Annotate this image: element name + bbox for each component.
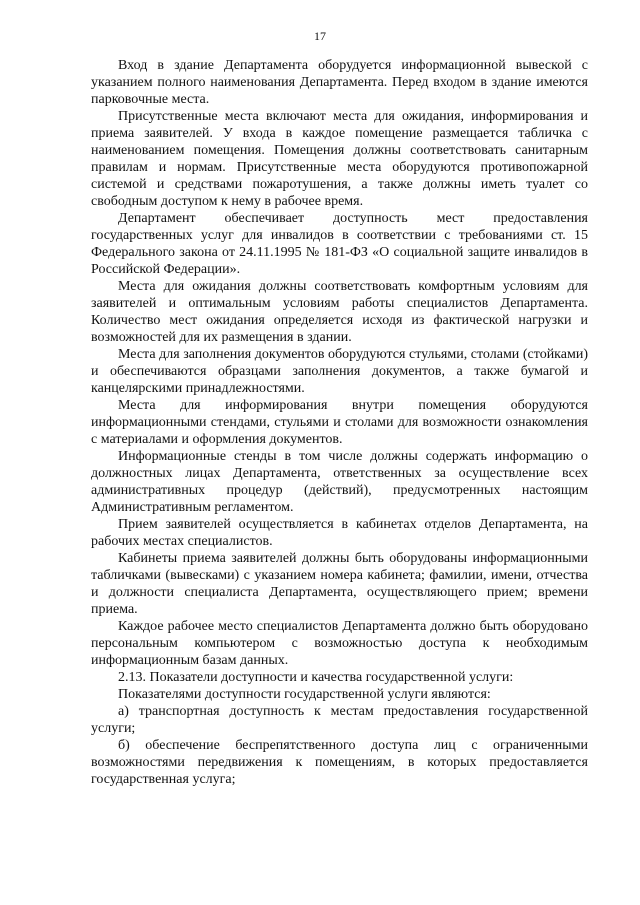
list-item-b: б) обеспечение беспрепятственного доступа лиц с ограниченными возможностями передвижения к помещениям, в которых предоставляется государственная услуга; (91, 738, 588, 787)
paragraph-waiting-places: Места для ожидания должны соответствовать комфортным условиям для заявителей и оптимальным условиям работы специалистов Департамента. Количество мест ожидания определяется исходя из фактической нагрузки и возможностей для их размещения в здании. (91, 279, 588, 345)
paragraph-information-places: Места для информирования внутри помещения оборудуются информационными стендами, стульями и столами для возможности ознакомления с материалами и оформления документов. (91, 398, 588, 447)
page-number: 17 (314, 29, 326, 43)
paragraph-indicators-intro: Показателями доступности государственной услуги являются: (118, 687, 491, 702)
list-item-a: а) транспортная доступность к местам предоставления государственной услуги; (91, 704, 588, 736)
section-heading-2-13: 2.13. Показатели доступности и качества государственной услуги: (118, 670, 514, 685)
paragraph-reception-offices: Прием заявителей осуществляется в кабинетах отделов Департамента, на рабочих местах специалистов. (91, 517, 588, 549)
paragraph-workplace-equipment: Каждое рабочее место специалистов Департамента должно быть оборудовано персональным компьютером с возможностью доступа к необходимым информационным базам данных. (91, 619, 588, 668)
document-body (91, 57, 588, 788)
paragraph-information-stands: Информационные стенды в том числе должны содержать информацию о должностных лицах Департамента, ответственных за осуществление всех административных процедур (действий), предусмотренных настоящим Административным регламентом. (91, 449, 588, 515)
paragraph-accessibility-disabled: Департамент обеспечивает доступность мест предоставления государственных услуг для инвалидов в соответствии с требованиями ст. 15 Федерального закона от 24.11.1995 № 181-ФЗ «О социальной защите инвалидов в Российской Федерации». (91, 211, 588, 277)
paragraph-building-entrance: Вход в здание Департамента оборудуется информационной вывеской с указанием полного наименования Департамента. Перед входом в здание имеются парковочные места. (91, 58, 588, 107)
paragraph-reception-places: Присутственные места включают места для ожидания, информирования и приема заявителей. У входа в каждое помещение размещается табличка с наименованием помещения. Помещения должны соответствовать санитарным правилам и нормам. Присутственные места оборудуются противопожарной системой и средствами пожаротушения, а также должны иметь туалет со свободным доступом к нему в рабочее время. (91, 109, 588, 209)
paragraph-office-signs: Кабинеты приема заявителей должны быть оборудованы информационными табличками (вывесками) с указанием номера кабинета; фамилии, имени, отчества и должности специалиста Департамента, осуществляющего прием; времени приема. (91, 551, 588, 617)
paragraph-document-filling-places: Места для заполнения документов оборудуются стульями, столами (стойками) и обеспечиваются образцами заполнения документов, а также бумагой и канцелярскими принадлежностями. (91, 347, 588, 396)
